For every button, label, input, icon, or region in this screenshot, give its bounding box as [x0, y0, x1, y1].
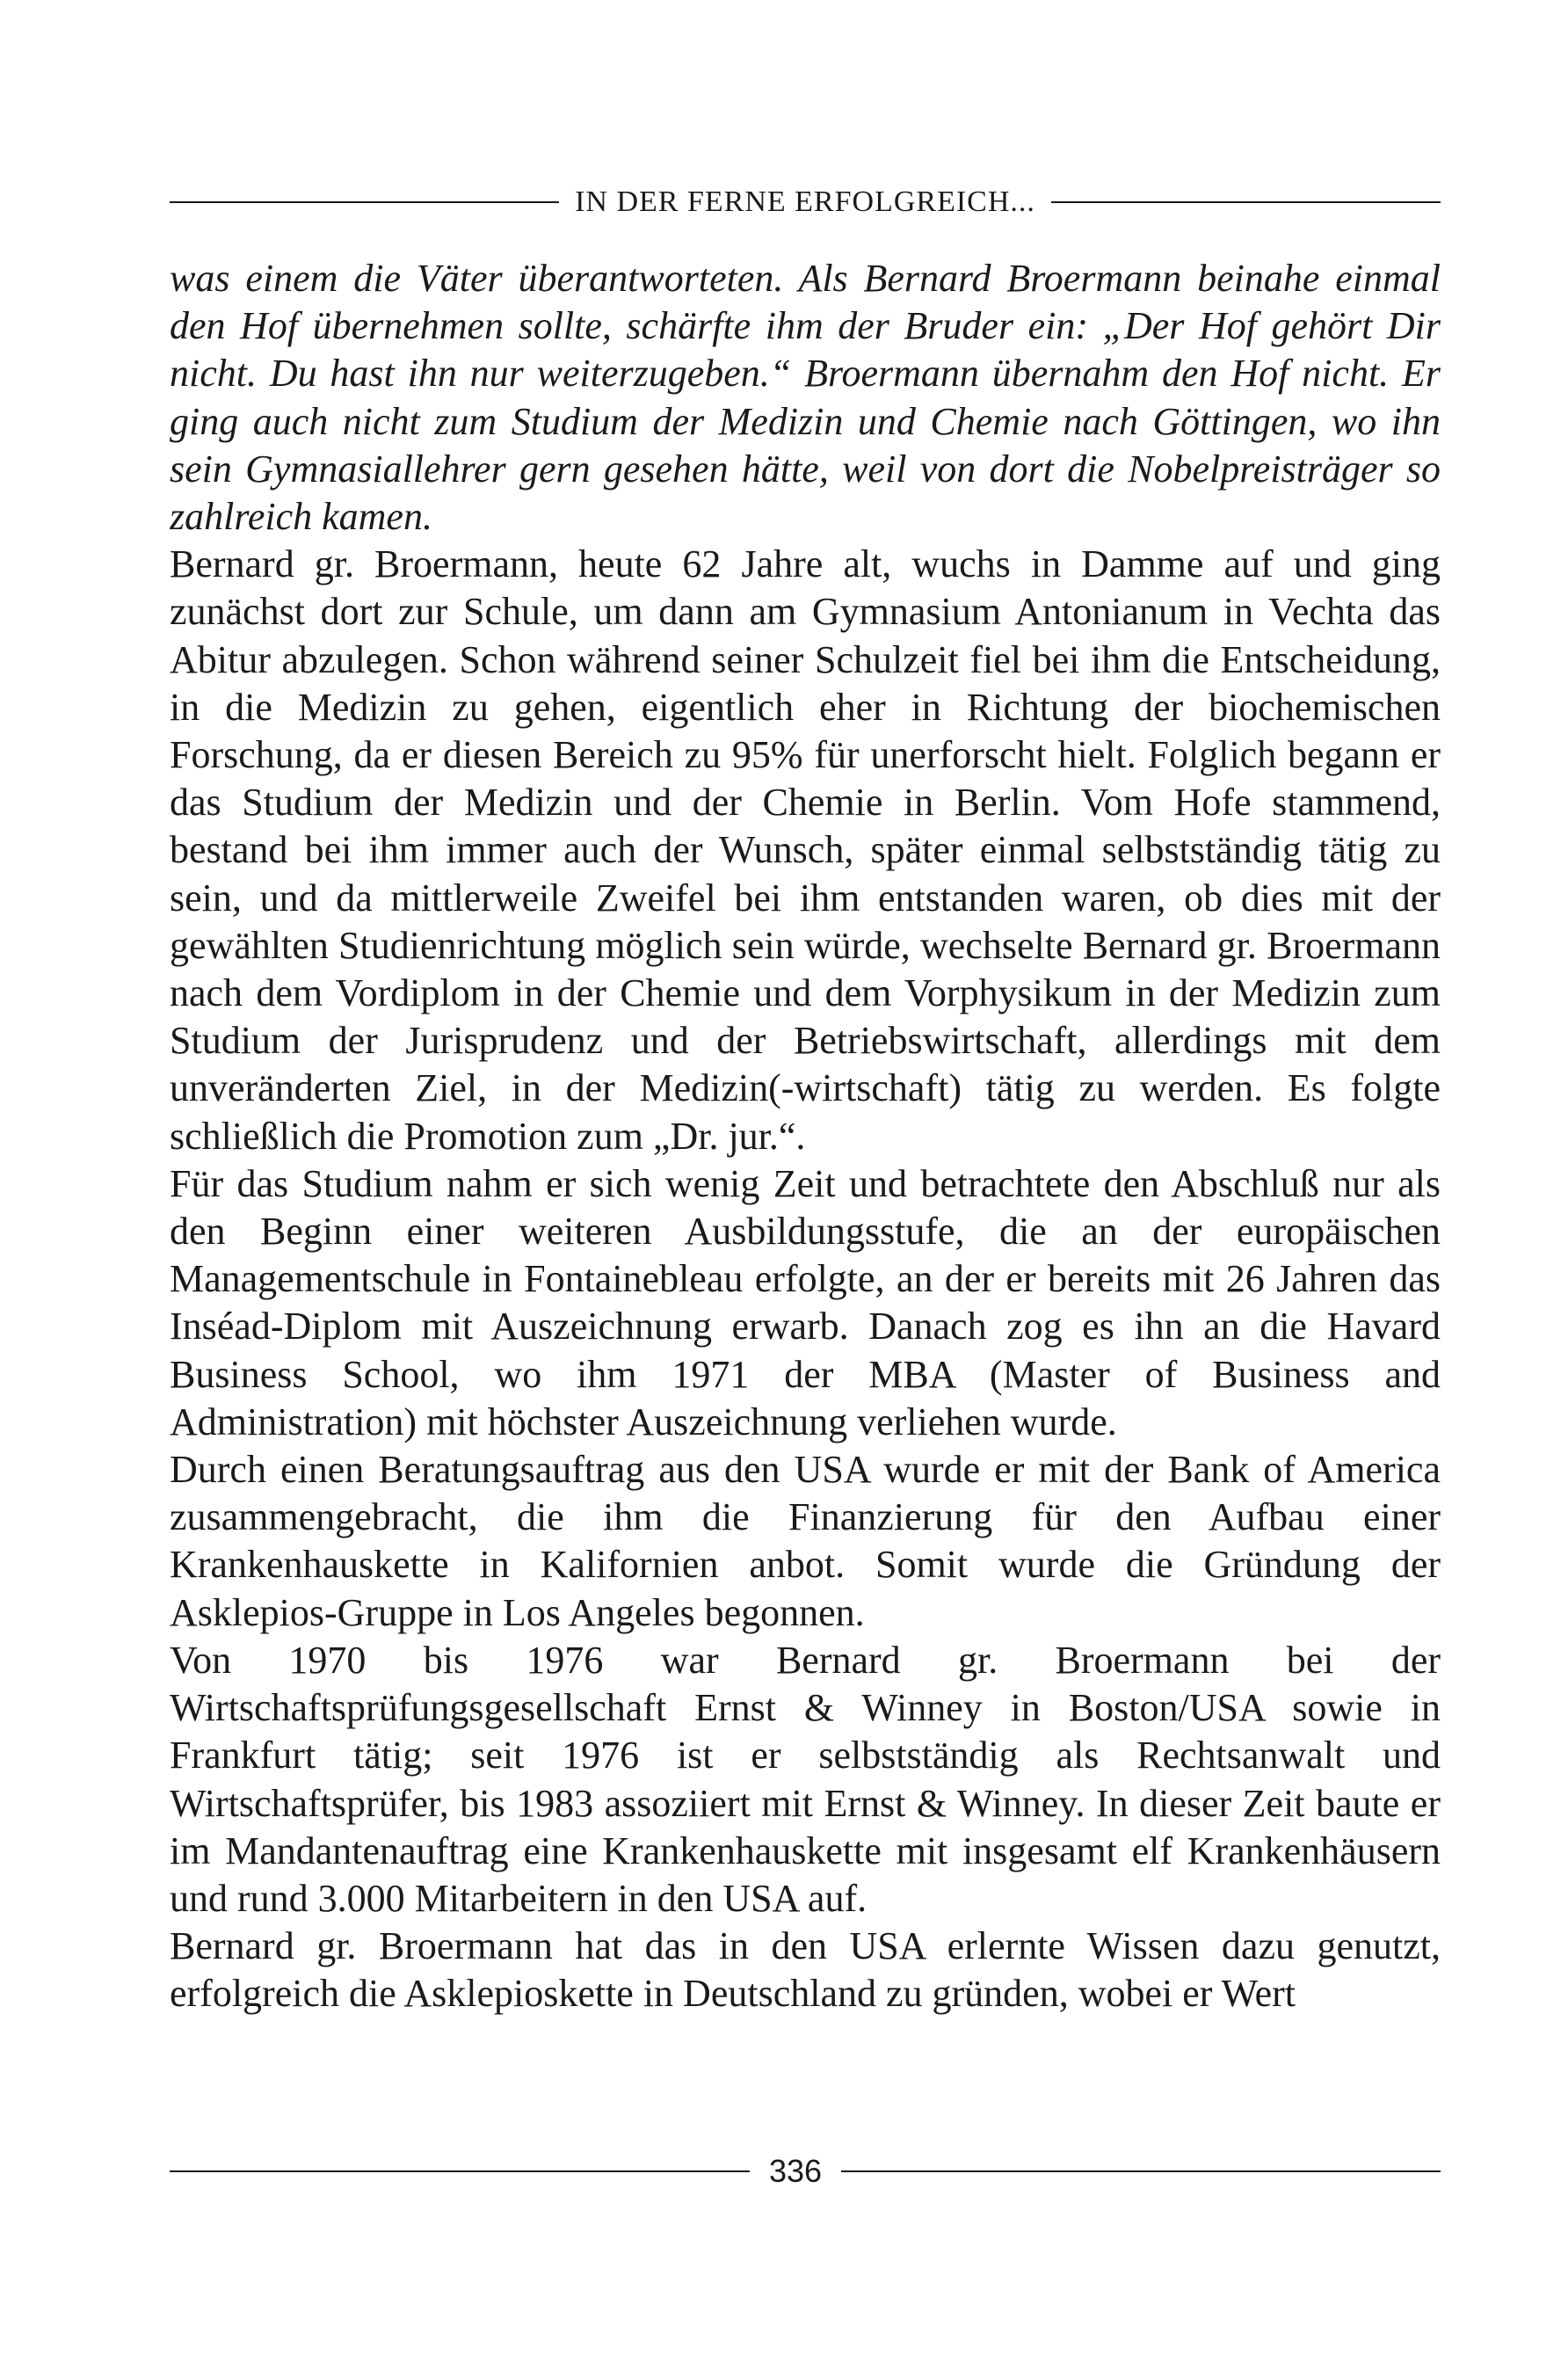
paragraph: Bernard gr. Broermann, heute 62 Jahre alt, wuchs in Damme auf und ging zunächst dort zur Schule, um dann am Gymnasium Antonianum in Vechta das Abitur abzulegen. Schon während seiner Schulzeit fiel bei ihm die Entscheidung, in die Medizin zu gehen, eigentlich eher in Richtung der biochemischen Forschung, da er diesen Bereich zu 95% für unerforscht hielt. Folglich begann er das Studium der Medizin und der Chemie in Berlin. Vom Hofe stammend, bestand bei ihm immer auch der Wunsch, später einmal selbstständig tätig zu sein, und da mittlerweile Zweifel bei ihm entstanden waren, ob dies mit der gewählten Studienrichtung möglich sein würde, wechselte Bernard gr. Broermann nach dem Vordiplom in der Chemie und dem Vorphysikum in der Medizin zum Studium der Jurisprudenz und der Betriebswirtschaft, allerdings mit dem unveränderten Ziel, in der Medizin(-wirtschaft) tätig zu werden. Es folgte schließlich die Promotion zum „Dr. jur.“.	[170, 542, 1441, 1158]
footer-rule-left	[170, 2170, 750, 2172]
paragraph: Bernard gr. Broermann hat das in den USA erlernte Wissen dazu genutzt, erfolgreich die Asklepioskette in Deutschland zu gründen, wobei er Wert	[170, 1924, 1441, 2016]
paragraph: Für das Studium nahm er sich wenig Zeit und betrachtete den Abschluß nur als den Beginn einer weiteren Ausbildungsstufe, die an der europäischen Managementschule in Fontainebleau erfolgte, an der er bereits mit 26 Jahren das Inséad-Diplom mit Auszeichnung erwarb. Danach zog es ihn an die Havard Business School, wo ihm 1971 der MBA (Master of Business and Administration) mit höchster Auszeichnung verliehen wurde.	[170, 1161, 1441, 1443]
header-rule-left	[170, 201, 559, 203]
header-rule-right	[1051, 201, 1441, 203]
running-header	[170, 176, 1441, 229]
paragraph: Durch einen Beratungsauftrag aus den USA wurde er mit der Bank of America zusammengebracht, die ihm die Finanzierung für den Aufbau einer Krankenhauskette in Kalifornien anbot. Somit wurde die Gründung der Asklepios-Gruppe in Los Angeles begonnen.	[170, 1448, 1441, 1634]
text-body	[170, 255, 1441, 2154]
paragraph: Von 1970 bis 1976 war Bernard gr. Broermann bei der Wirtschaftsprüfungsgesellschaft Ernst & Winney in Boston/USA sowie in Frankfurt tätig; seit 1976 ist er selbstständig als Rechtsanwalt und Wirtschaftsprüfer, bis 1983 assoziiert mit Ernst & Winney. In dieser Zeit baute er im Mandantenauftrag eine Krankenhauskette mit insgesamt elf Krankenhäusern und rund 3.000 Mitarbeitern in den USA auf.	[170, 1638, 1441, 1920]
header-title: IN DER FERNE ERFOLGREICH...	[575, 185, 1035, 218]
page-number: 336	[769, 2153, 823, 2189]
intro-paragraph: was einem die Väter überantworteten. Als Bernard Broermann beinahe einmal den Hof übernehmen sollte, schärfte ihm der Bruder ein: „Der Hof gehört Dir nicht. Du hast ihn nur weiterzugeben.“ Broermann übernahm den Hof nicht. Er ging auch nicht zum Studium der Medizin und Chemie nach Göttingen, wo ihn sein Gymnasiallehrer gern gesehen hätte, weil von dort die Nobelpreisträger so zahlreich kamen.	[170, 257, 1441, 539]
page-footer	[170, 2147, 1441, 2196]
footer-rule-right	[841, 2170, 1441, 2172]
